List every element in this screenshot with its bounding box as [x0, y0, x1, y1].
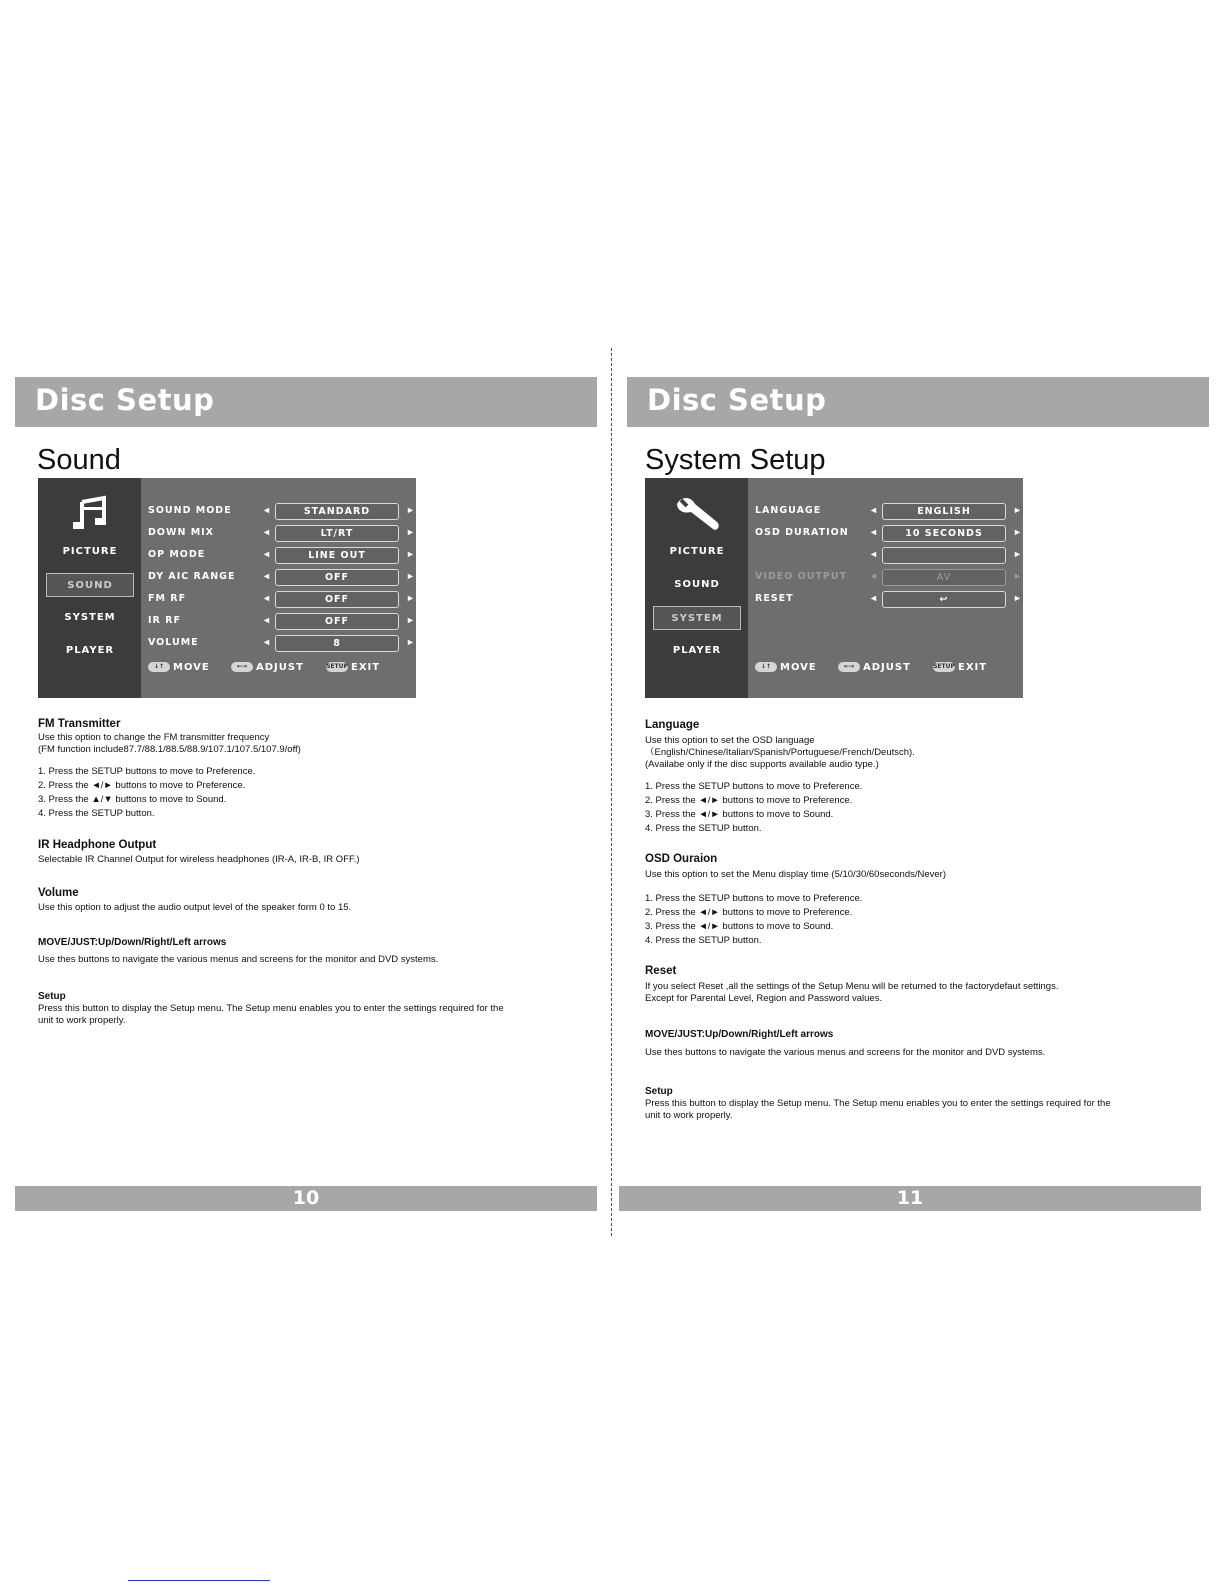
arrow-left-icon[interactable]: ◄: [262, 571, 271, 581]
language-step: 1. Press the SETUP buttons to move to Preference.: [645, 781, 863, 792]
osd-hint-move: [148, 662, 210, 673]
osd-row-label: RESET: [755, 593, 794, 604]
osd-row-label: OSD DURATION: [755, 527, 849, 538]
move-heading: MOVE/JUST:Up/Down/Right/Left arrows: [645, 1029, 834, 1040]
fm-line: (FM function include87.7/88.1/88.5/88.9/107.1/107.5/107.9/off): [38, 744, 301, 755]
setup-line: Press this button to display the Setup menu. The Setup menu enables you to enter the settings required for the: [645, 1098, 1111, 1109]
osd-tab-system[interactable]: SYSTEM: [653, 606, 741, 630]
arrow-left-icon[interactable]: ◄: [262, 549, 271, 559]
arrow-left-icon[interactable]: ◄: [262, 637, 271, 647]
osd-row-value[interactable]: OFF: [275, 613, 399, 630]
bottom-rule: [128, 1580, 270, 1581]
ir-headphone-heading: IR Headphone Output: [38, 839, 157, 851]
osd-row-label: OP MODE: [148, 549, 206, 560]
language-line: (Availabe only if the disc supports available audio type.): [645, 759, 879, 770]
osd-row-label: IR RF: [148, 615, 181, 626]
arrow-right-icon[interactable]: ►: [1013, 593, 1022, 603]
setup-line: unit to work properly.: [38, 1015, 126, 1026]
reset-line: Except for Parental Level, Region and Password values.: [645, 993, 883, 1004]
arrow-left-icon[interactable]: ◄: [262, 505, 271, 515]
osd-row-value[interactable]: STANDARD: [275, 503, 399, 520]
osd-row-value: AV: [882, 569, 1006, 586]
setup-heading: Setup: [645, 1086, 673, 1097]
osd-row-op-mode[interactable]: [148, 547, 416, 565]
arrow-right-icon[interactable]: ►: [1013, 527, 1022, 537]
osd-row-label: VIDEO OUTPUT: [755, 571, 848, 582]
osd-row-reset[interactable]: [755, 591, 1023, 609]
osd-duration-step: 2. Press the ◄/► buttons to move to Preference.: [645, 907, 853, 918]
system-osd-menu: [645, 478, 1023, 698]
hint-label: ADJUST: [863, 662, 911, 673]
move-text: Use thes buttons to navigate the various menus and screens for the monitor and DVD systems.: [645, 1047, 1046, 1058]
arrow-right-icon[interactable]: ►: [406, 615, 415, 625]
osd-row-ir-rf[interactable]: [148, 613, 416, 631]
osd-tab-player[interactable]: PLAYER: [65, 645, 115, 656]
hint-label: EXIT: [958, 662, 988, 673]
osd-row-empty[interactable]: [755, 547, 1023, 565]
fm-step: 4. Press the SETUP button.: [38, 808, 155, 819]
left-right-key-icon: ←→: [838, 662, 860, 672]
osd-row-value[interactable]: ENGLISH: [882, 503, 1006, 520]
osd-row-down-mix[interactable]: [148, 525, 416, 543]
page-left: [0, 0, 612, 1585]
header-bar: [627, 377, 1209, 427]
osd-duration-step: 1. Press the SETUP buttons to move to Preference.: [645, 893, 863, 904]
arrow-left-icon[interactable]: ◄: [262, 593, 271, 603]
osd-hint-exit: [933, 662, 987, 673]
osd-row-value[interactable]: OFF: [275, 591, 399, 608]
arrow-right-icon[interactable]: ►: [406, 637, 415, 647]
volume-heading: Volume: [38, 887, 79, 899]
volume-text: Use this option to adjust the audio output level of the speaker form 0 to 15.: [38, 902, 352, 913]
osd-sidebar: [38, 478, 141, 698]
up-down-key-icon: ↓↑: [148, 662, 170, 672]
fm-transmitter-heading: FM Transmitter: [38, 718, 121, 730]
arrow-left-icon[interactable]: ◄: [869, 505, 878, 515]
arrow-left-icon[interactable]: ◄: [869, 593, 878, 603]
arrow-right-icon[interactable]: ►: [406, 571, 415, 581]
wrench-icon: [671, 492, 723, 536]
language-heading: Language: [645, 719, 700, 731]
language-step: 4. Press the SETUP button.: [645, 823, 762, 834]
hint-label: EXIT: [351, 662, 381, 673]
arrow-right-icon[interactable]: ►: [406, 549, 415, 559]
arrow-right-icon[interactable]: ►: [406, 593, 415, 603]
osd-row-label: DY AIC RANGE: [148, 571, 236, 582]
setup-heading: Setup: [38, 991, 66, 1002]
reset-heading: Reset: [645, 965, 677, 977]
osd-duration-text: Use this option to set the Menu display time (5/10/30/60seconds/Never): [645, 869, 946, 880]
osd-hint-exit: [326, 662, 380, 673]
osd-tab-player[interactable]: PLAYER: [672, 645, 722, 656]
osd-duration-heading: OSD Ouraion: [645, 853, 718, 865]
left-right-key-icon: ←→: [231, 662, 253, 672]
fm-line: Use this option to change the FM transmitter frequency: [38, 732, 270, 743]
osd-tab-sound[interactable]: SOUND: [46, 573, 134, 597]
osd-duration-step: 4. Press the SETUP button.: [645, 935, 762, 946]
arrow-left-icon[interactable]: ◄: [869, 549, 878, 559]
osd-row-value[interactable]: LINE OUT: [275, 547, 399, 564]
fm-step: 1. Press the SETUP buttons to move to Preference.: [38, 766, 256, 777]
language-line: Use this option to set the OSD language: [645, 735, 815, 746]
page-number: 11: [896, 1187, 924, 1209]
osd-footer: [755, 660, 1015, 676]
arrow-right-icon[interactable]: ►: [1013, 505, 1022, 515]
arrow-left-icon[interactable]: ◄: [262, 615, 271, 625]
arrow-right-icon[interactable]: ►: [1013, 549, 1022, 559]
setup-line: Press this button to display the Setup menu. The Setup menu enables you to enter the settings required for the: [38, 1003, 504, 1014]
section-title: Sound: [37, 444, 121, 476]
arrow-right-icon[interactable]: ►: [406, 527, 415, 537]
setup-line: unit to work properly.: [645, 1110, 733, 1121]
osd-row-value[interactable]: LT/RT: [275, 525, 399, 542]
osd-tab-picture[interactable]: PICTURE: [669, 546, 725, 557]
osd-row-value[interactable]: 10 SECONDS: [882, 525, 1006, 542]
header-title: Disc Setup: [35, 383, 215, 417]
osd-row-value[interactable]: 8: [275, 635, 399, 652]
arrow-right-icon[interactable]: ►: [406, 505, 415, 515]
hint-label: MOVE: [173, 662, 210, 673]
arrow-left-icon[interactable]: ◄: [869, 527, 878, 537]
osd-row-label: DOWN MIX: [148, 527, 215, 538]
header-title: Disc Setup: [647, 383, 827, 417]
osd-hint-adjust: [838, 662, 911, 673]
ir-text: Selectable IR Channel Output for wireless headphones (IR-A, IR-B, IR OFF.): [38, 854, 360, 865]
osd-tab-sound[interactable]: SOUND: [674, 579, 720, 590]
section-title: System Setup: [645, 444, 826, 476]
language-step: 2. Press the ◄/► buttons to move to Preference.: [645, 795, 853, 806]
reset-line: If you select Reset ,all the settings of the Setup Menu will be returned to the factorydefaut settings.: [645, 981, 1059, 992]
osd-row-label: LANGUAGE: [755, 505, 822, 516]
osd-row-dy-aic-range[interactable]: [148, 569, 416, 587]
language-line: （English/Chinese/Italian/Spanish/Portuguese/French/Deutsch).: [645, 747, 915, 758]
osd-row-sound-mode[interactable]: [148, 503, 416, 521]
language-step: 3. Press the ◄/► buttons to move to Sound.: [645, 809, 834, 820]
osd-row-value[interactable]: OFF: [275, 569, 399, 586]
sound-osd-menu: [38, 478, 416, 698]
osd-tab-picture[interactable]: PICTURE: [62, 546, 118, 557]
page-number: 10: [292, 1187, 320, 1209]
move-heading: MOVE/JUST:Up/Down/Right/Left arrows: [38, 937, 227, 948]
osd-hint-move: [755, 662, 817, 673]
music-note-icon: [64, 492, 116, 536]
osd-row-fm-rf[interactable]: [148, 591, 416, 609]
osd-row-osd-duration[interactable]: [755, 525, 1023, 543]
osd-row-language[interactable]: [755, 503, 1023, 521]
arrow-left-icon: ◄: [869, 571, 878, 581]
osd-row-volume[interactable]: [148, 635, 416, 653]
setup-key-icon: SETUP: [326, 663, 348, 670]
fm-step: 3. Press the ▲/▼ buttons to move to Sound.: [38, 794, 227, 805]
osd-row-value[interactable]: [882, 547, 1006, 564]
osd-hint-adjust: [231, 662, 304, 673]
footer-bar: [15, 1186, 597, 1211]
page-right: [613, 0, 1225, 1585]
up-down-key-icon: ↓↑: [755, 662, 777, 672]
hint-label: ADJUST: [256, 662, 304, 673]
osd-duration-step: 3. Press the ◄/► buttons to move to Sound.: [645, 921, 834, 932]
arrow-left-icon[interactable]: ◄: [262, 527, 271, 537]
osd-row-label: SOUND MODE: [148, 505, 232, 516]
osd-sidebar: [645, 478, 748, 698]
osd-row-value[interactable]: ↩: [882, 591, 1006, 608]
osd-row-label: FM RF: [148, 593, 187, 604]
header-bar: [15, 377, 597, 427]
osd-tab-system[interactable]: SYSTEM: [64, 612, 116, 623]
osd-footer: [148, 660, 408, 676]
osd-row-label: VOLUME: [148, 637, 199, 648]
hint-label: MOVE: [780, 662, 817, 673]
arrow-right-icon: ►: [1013, 571, 1022, 581]
setup-key-icon: SETUP: [933, 663, 955, 670]
move-text: Use thes buttons to navigate the various menus and screens for the monitor and DVD systems.: [38, 954, 439, 965]
footer-bar: [619, 1186, 1201, 1211]
fm-step: 2. Press the ◄/► buttons to move to Preference.: [38, 780, 246, 791]
osd-row-video-output: [755, 569, 1023, 587]
